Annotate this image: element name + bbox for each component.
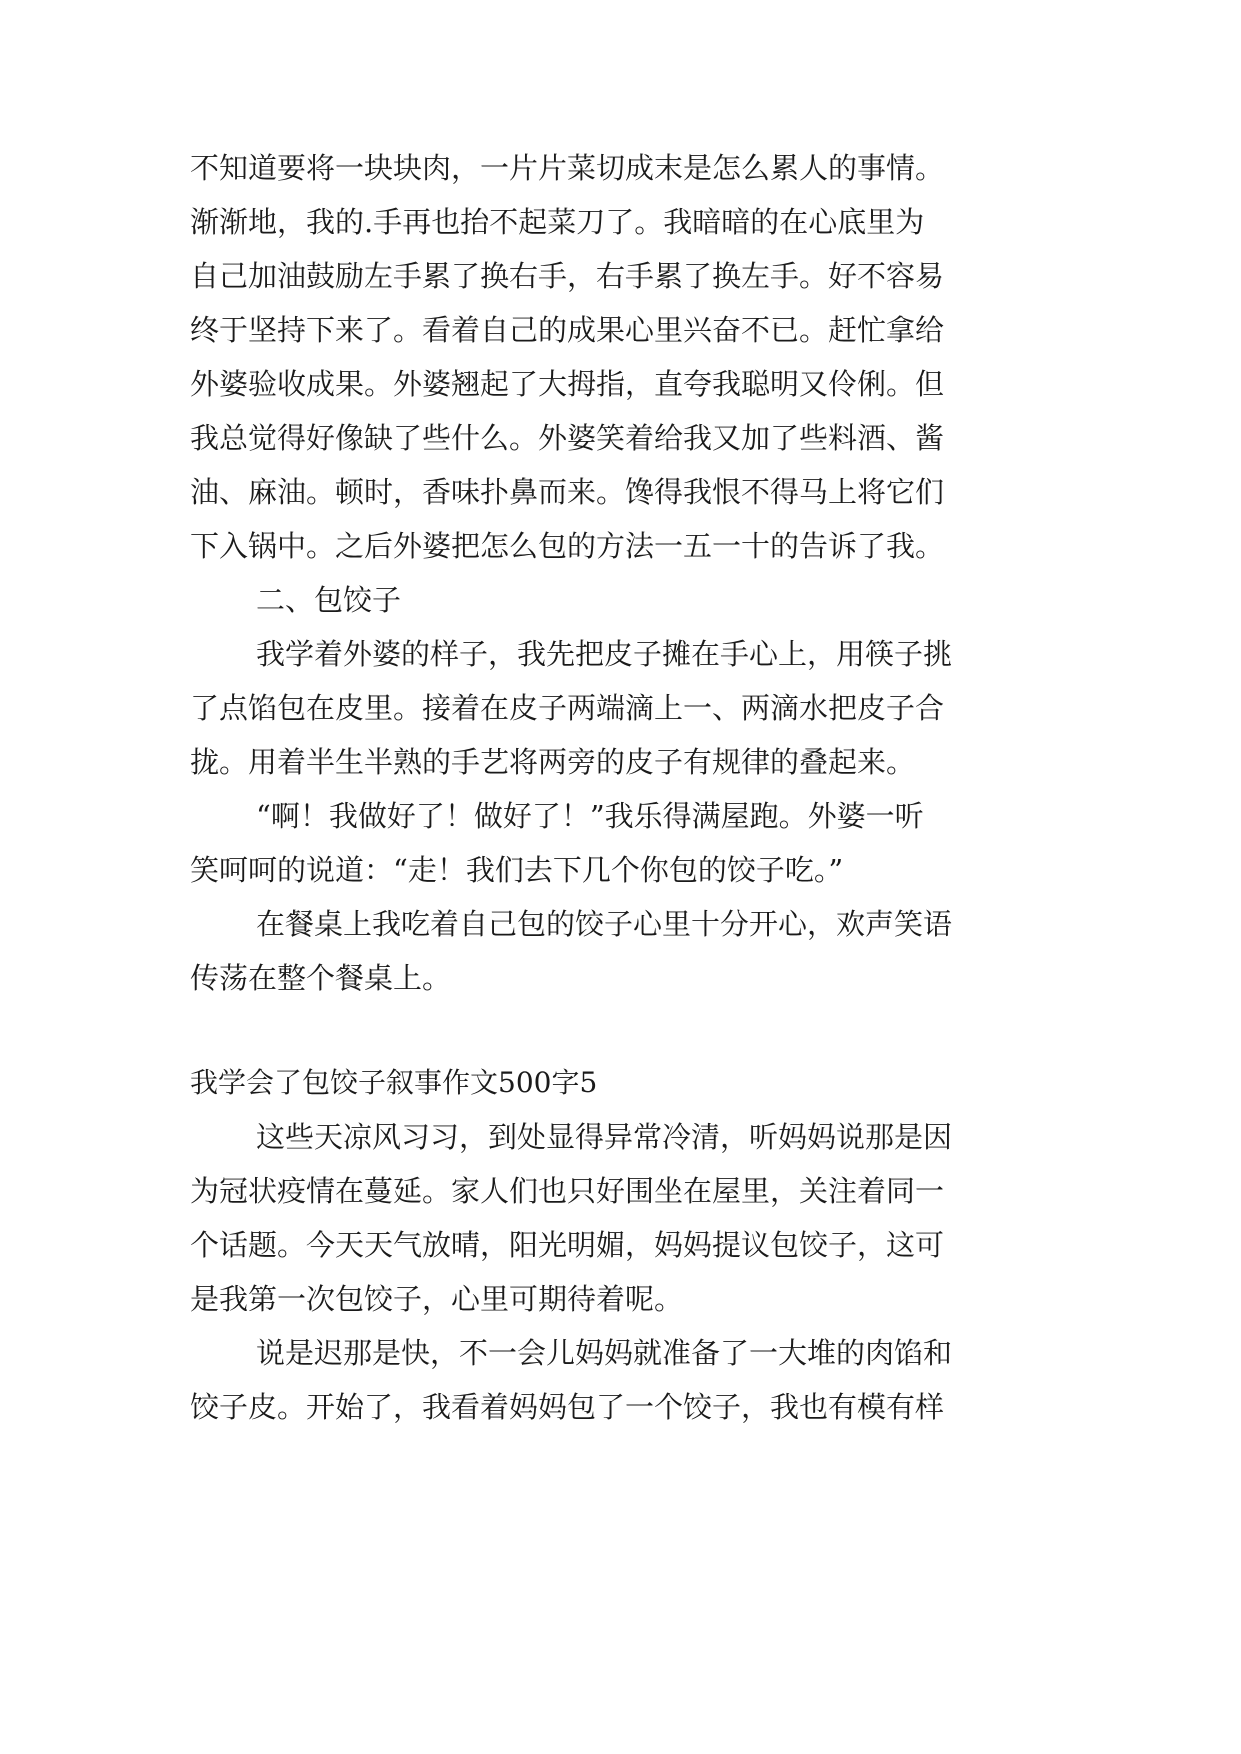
paragraph-line: 个话题。今天天气放晴，阳光明媚，妈妈提议包饺子，这可	[190, 1228, 945, 1262]
paragraph-line: 下入锅中。之后外婆把怎么包的方法一五一十的告诉了我。	[190, 529, 945, 563]
paragraph-line: 说是迟那是快，不一会儿妈妈就准备了一大堆的肉馅和	[256, 1336, 953, 1370]
paragraph-line: 自己加油鼓励左手累了换右手，右手累了换左手。好不容易	[190, 259, 945, 293]
paragraph-line: 不知道要将一块块肉，一片片菜切成末是怎么累人的事情。	[190, 151, 945, 185]
paragraph-line: 在餐桌上我吃着自己包的饺子心里十分开心，欢声笑语	[256, 907, 953, 941]
paragraph-line: 这些天凉风习习，到处显得异常冷清，听妈妈说那是因	[256, 1120, 953, 1154]
section-heading: 二、包饺子	[256, 583, 402, 617]
paragraph-line: 油、麻油。顿时，香味扑鼻而来。馋得我恨不得马上将它们	[190, 475, 945, 509]
paragraph-line: 笑呵呵的说道：“走！我们去下几个你包的饺子吃。”	[190, 853, 844, 887]
essay-title: 我学会了包饺子叙事作文500字5	[190, 1066, 598, 1099]
paragraph-line: 了点馅包在皮里。接着在皮子两端滴上一、两滴水把皮子合	[190, 691, 945, 725]
paragraph-line: 我学着外婆的样子，我先把皮子摊在手心上，用筷子挑	[256, 637, 953, 671]
paragraph-line: 渐渐地，我的.手再也抬不起菜刀了。我暗暗的在心底里为	[190, 205, 925, 239]
paragraph-line: 我总觉得好像缺了些什么。外婆笑着给我又加了些料酒、酱	[190, 421, 945, 455]
paragraph-line: 传荡在整个餐桌上。	[190, 961, 452, 995]
paragraph-line: 是我第一次包饺子，心里可期待着呢。	[190, 1282, 684, 1316]
paragraph-line: 终于坚持下来了。看着自己的成果心里兴奋不已。赶忙拿给	[190, 313, 945, 347]
paragraph-line: 饺子皮。开始了，我看着妈妈包了一个饺子，我也有模有样	[190, 1390, 945, 1424]
paragraph-line: “啊！我做好了！做好了！”我乐得满屋跑。外婆一听	[256, 799, 924, 833]
paragraph-line: 拢。用着半生半熟的手艺将两旁的皮子有规律的叠起来。	[190, 745, 916, 779]
paragraph-line: 为冠状疫情在蔓延。家人们也只好围坐在屋里，关注着同一	[190, 1174, 945, 1208]
paragraph-line: 外婆验收成果。外婆翘起了大拇指，直夸我聪明又伶俐。但	[190, 367, 945, 401]
